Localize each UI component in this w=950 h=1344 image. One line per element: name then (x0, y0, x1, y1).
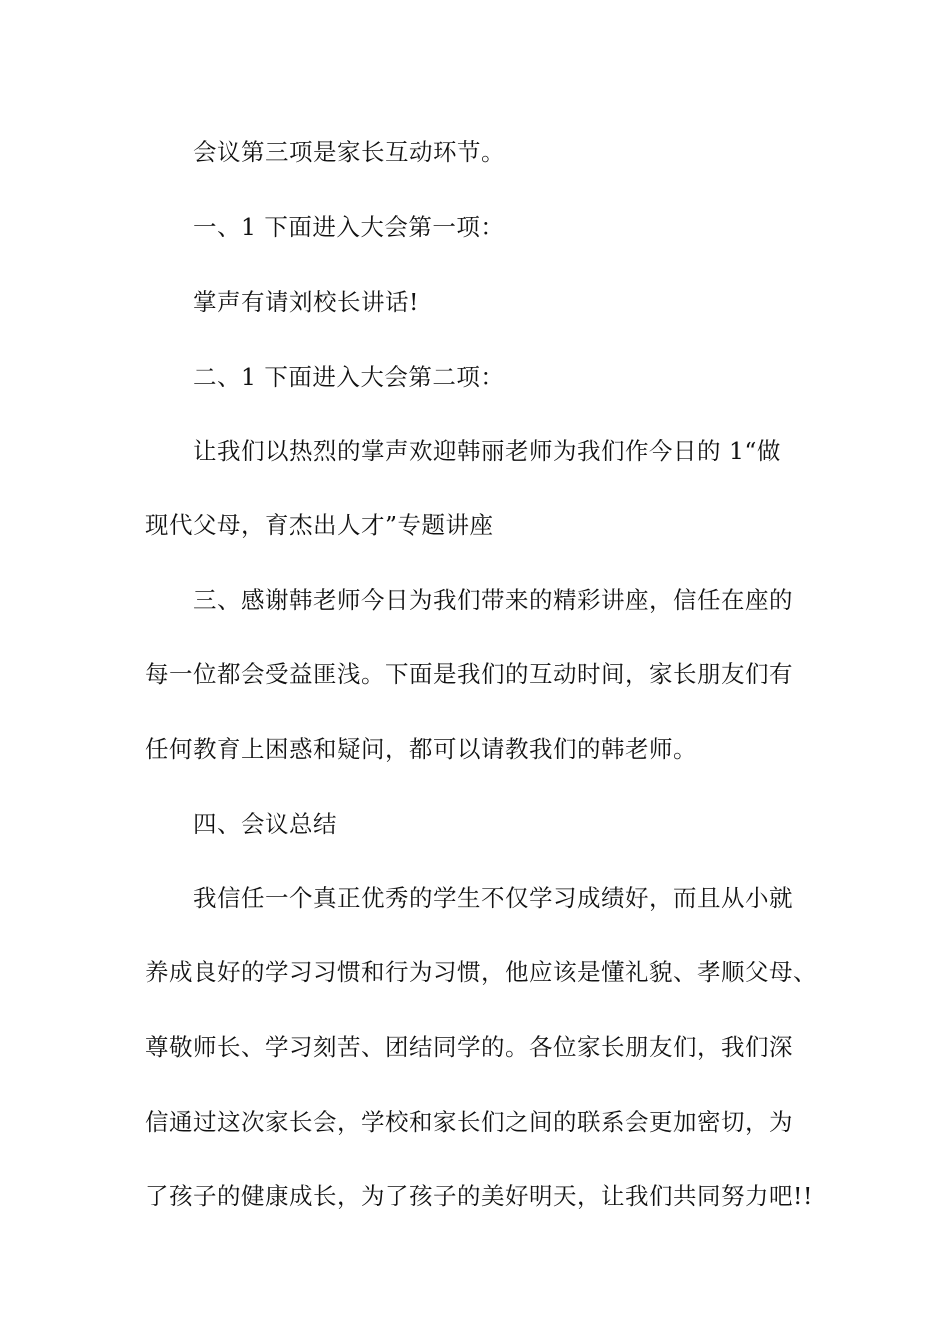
paragraph-line-14: 信通过这次家长会，学校和家长们之间的联系会更加密切，为 (145, 1108, 793, 1136)
paragraph-line-6: 现代父母，育杰出人才”专题讲座 (145, 511, 494, 539)
paragraph-line-11: 我信任一个真正优秀的学生不仅学习成绩好，而且从小就 (193, 884, 793, 912)
paragraph-line-12: 养成良好的学习习惯和行为习惯，他应该是懂礼貌、孝顺父母、 (145, 958, 817, 986)
paragraph-line-7: 三、感谢韩老师今日为我们带来的精彩讲座，信任在座的 (193, 586, 793, 614)
paragraph-line-10: 四、会议总结 (193, 810, 337, 838)
paragraph-line-15: 了孩子的健康成长，为了孩子的美好明天，让我们共同努力吧!! (145, 1182, 813, 1210)
paragraph-line-1: 会议第三项是家长互动环节。 (193, 138, 505, 166)
paragraph-line-4: 二、1 下面进入大会第二项： (193, 363, 505, 391)
paragraph-line-13: 尊敬师长、学习刻苦、团结同学的。各位家长朋友们，我们深 (145, 1033, 793, 1061)
paragraph-line-9: 任何教育上困惑和疑问，都可以请教我们的韩老师。 (145, 735, 697, 763)
paragraph-line-8: 每一位都会受益匪浅。下面是我们的互动时间，家长朋友们有 (145, 660, 793, 688)
paragraph-line-3: 掌声有请刘校长讲话! (193, 288, 419, 316)
paragraph-line-5: 让我们以热烈的掌声欢迎韩丽老师为我们作今日的 1“做 (193, 437, 781, 465)
paragraph-line-2: 一、1 下面进入大会第一项： (193, 213, 505, 241)
